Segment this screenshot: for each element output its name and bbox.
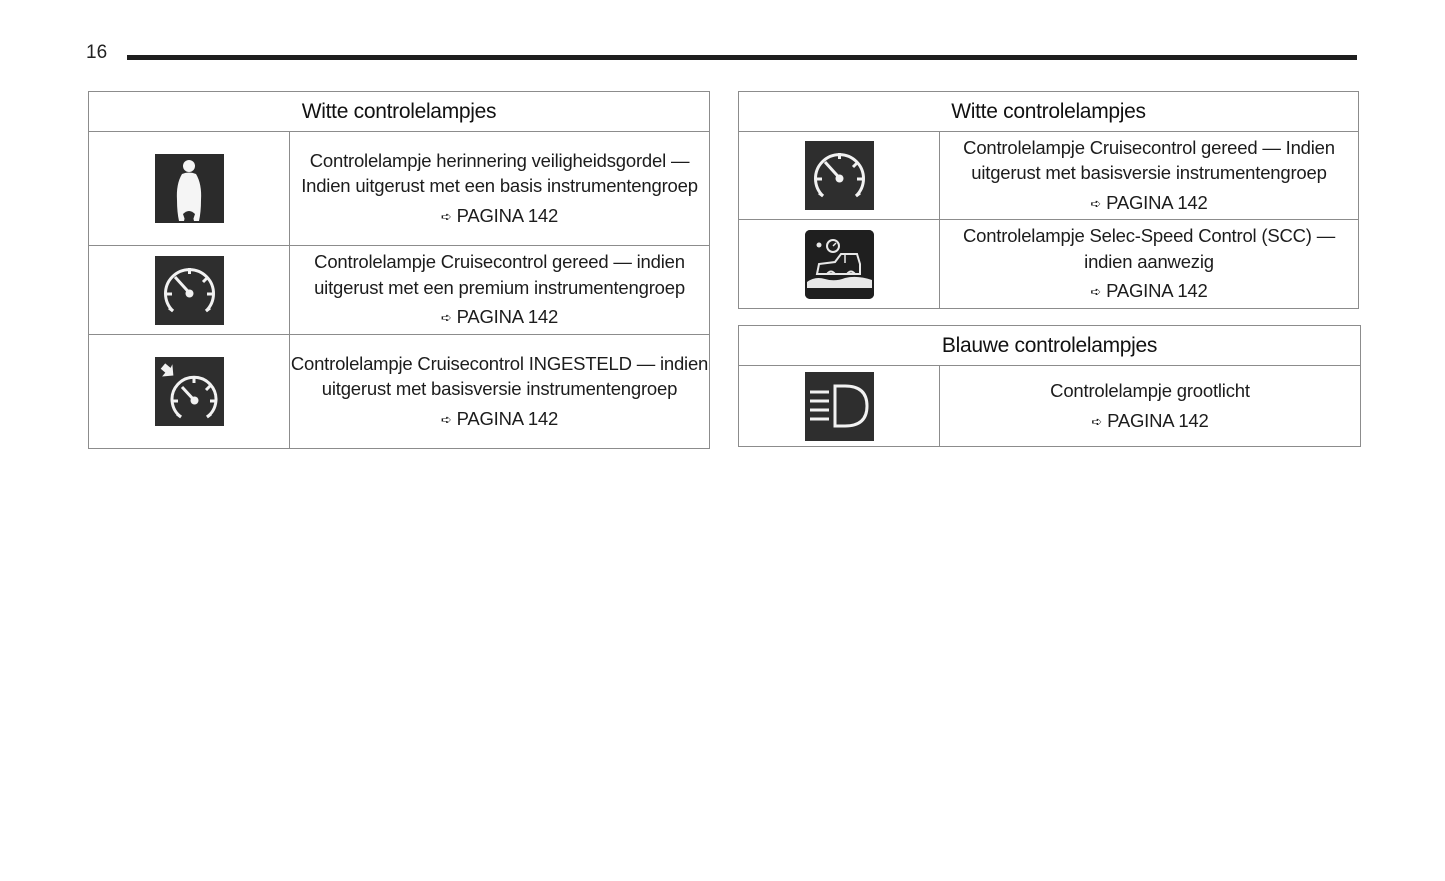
white-warning-lights-table-right bbox=[738, 91, 1359, 309]
table-header: Witte controlelampjes bbox=[739, 92, 1359, 132]
table-header: Witte controlelampjes bbox=[89, 92, 710, 132]
page-reference-label: PAGINA 142 bbox=[456, 204, 559, 226]
high-beam-icon bbox=[805, 372, 874, 441]
table-header: Blauwe controlelampjes bbox=[739, 326, 1361, 366]
table-row bbox=[739, 220, 1359, 309]
lamp-description: Controlelampje Cruisecontrol INGESTELD — indien uitgerust met basisversie instrumentengroep bbox=[290, 352, 709, 400]
white-warning-lights-table-left bbox=[88, 91, 710, 449]
page-number: 16 bbox=[86, 42, 108, 63]
table-row bbox=[739, 366, 1361, 447]
seatbelt-reminder-icon bbox=[155, 154, 224, 223]
speedometer-icon bbox=[805, 141, 874, 210]
page-reference-label: PAGINA 142 bbox=[456, 306, 559, 328]
page-reference-label: PAGINA 142 bbox=[1106, 280, 1208, 302]
page-reference bbox=[290, 304, 709, 331]
lamp-description: Controlelampje Selec-Speed Control (SCC) — indien aanwezig bbox=[962, 225, 1336, 272]
page-reference bbox=[290, 203, 709, 230]
arrow-right-icon: ➪ bbox=[1090, 284, 1102, 300]
page-reference-label: PAGINA 142 bbox=[456, 407, 559, 429]
page-reference bbox=[290, 406, 709, 433]
arrow-right-icon: ➪ bbox=[1090, 195, 1102, 211]
table-row bbox=[89, 335, 710, 449]
cruise-control-set-icon bbox=[155, 357, 224, 426]
arrow-right-icon: ➪ bbox=[440, 411, 452, 427]
table-row bbox=[739, 132, 1359, 220]
table-row bbox=[89, 132, 710, 246]
header-rule bbox=[127, 55, 1357, 60]
page-reference bbox=[940, 408, 1360, 435]
page-reference-label: PAGINA 142 bbox=[1106, 191, 1208, 213]
blue-warning-lights-table bbox=[738, 325, 1361, 447]
lamp-description: Controlelampje grootlicht bbox=[1050, 380, 1250, 401]
page-reference-label: PAGINA 142 bbox=[1107, 409, 1209, 431]
lamp-description: Controlelampje Cruisecontrol gereed — Indien uitgerust met basisversie instrumentengroep bbox=[963, 136, 1335, 184]
arrow-right-icon: ➪ bbox=[440, 208, 452, 224]
lamp-description: Controlelampje Cruisecontrol gereed — indien uitgerust met een premium instrumentengroep bbox=[314, 251, 685, 298]
selec-speed-control-icon bbox=[805, 230, 874, 299]
table-row bbox=[89, 246, 710, 335]
page-reference bbox=[940, 190, 1358, 217]
arrow-right-icon: ➪ bbox=[1091, 413, 1103, 429]
page-reference bbox=[940, 278, 1358, 305]
lamp-description: Controlelampje herinnering veiligheidsgordel — Indien uitgerust met een basis instrumentengroep bbox=[301, 149, 698, 197]
speedometer-icon bbox=[155, 256, 224, 325]
arrow-right-icon: ➪ bbox=[440, 310, 452, 326]
